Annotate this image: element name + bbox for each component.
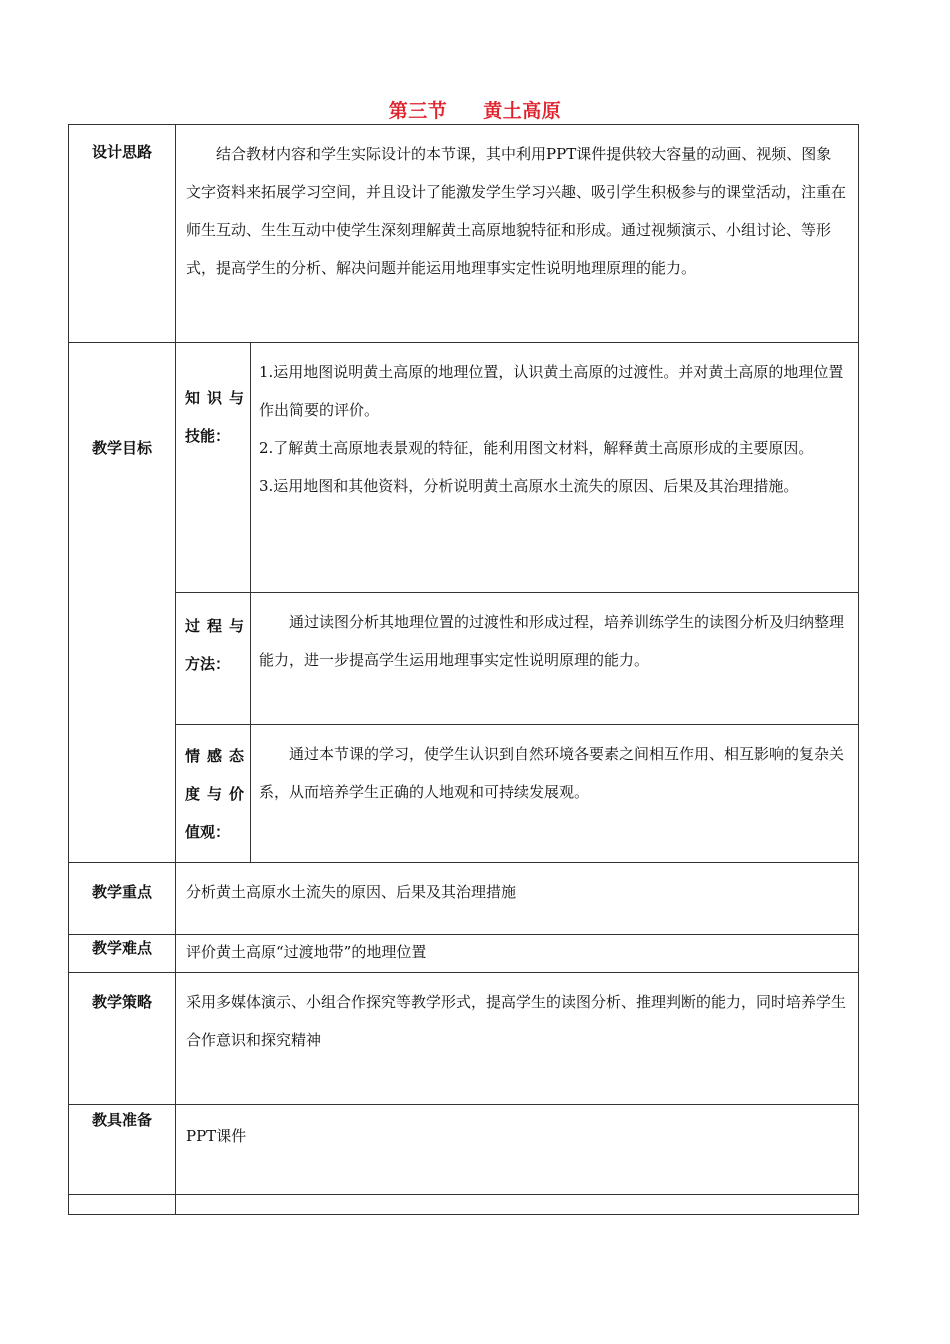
emotion-label-cell xyxy=(176,725,251,863)
tools-row xyxy=(69,1105,859,1195)
page-title xyxy=(0,96,950,123)
tools-cell xyxy=(176,1105,859,1195)
knowledge-item-2: 2.了解黄土高原地表景观的特征，能利用图文材料，解释黄土高原形成的主要原因。 xyxy=(259,439,814,457)
design-row xyxy=(69,125,859,343)
difficulty-cell xyxy=(176,935,859,973)
emotion-label: 情感态度与价值观： xyxy=(185,747,244,841)
lesson-plan-table xyxy=(68,124,859,1215)
knowledge-item-3: 3.运用地图和其他资料，分析说明黄土高原水土流失的原因、后果及其治理措施。 xyxy=(259,477,799,495)
knowledge-label-cell xyxy=(176,343,251,593)
goals-process-row xyxy=(69,593,859,725)
keypoint-text: 分析黄土高原水土流失的原因、后果及其治理措施 xyxy=(186,883,517,901)
goals-emotion-row xyxy=(69,725,859,863)
keypoint-row xyxy=(69,863,859,935)
emotion-text: 通过本节课的学习，使学生认识到自然环境各要素之间相互作用、相互影响的复杂关系，从而培养学生正确的人地观和可持续发展观。 xyxy=(259,745,845,801)
process-label: 过程与方法： xyxy=(185,617,244,673)
strategy-cell xyxy=(176,973,859,1105)
process-text: 通过读图分析其地理位置的过渡性和形成过程，培养训练学生的读图分析及归纳整理能力，进一步提高学生运用地理事实定性说明原理的能力。 xyxy=(259,613,845,669)
empty-cell-left xyxy=(69,1195,176,1215)
design-cell xyxy=(176,125,859,343)
strategy-label: 教学策略 xyxy=(69,973,176,1105)
knowledge-item-1: 1.运用地图说明黄土高原的地理位置，认识黄土高原的过渡性。并对黄土高原的地理位置作出简要的评价。 xyxy=(259,363,844,419)
section-number: 第三节 xyxy=(388,100,448,122)
keypoint-label: 教学重点 xyxy=(69,863,176,935)
tools-label: 教具准备 xyxy=(69,1105,176,1195)
emotion-cell xyxy=(251,725,859,863)
tools-text: PPT课件 xyxy=(186,1127,247,1145)
difficulty-text: 评价黄土高原“过渡地带”的地理位置 xyxy=(186,943,427,961)
design-label: 设计思路 xyxy=(69,125,176,343)
design-text: 结合教材内容和学生实际设计的本节课，其中利用PPT课件提供较大容量的动画、视频、图象文字资料来拓展学习空间，并且设计了能激发学生学习兴趣、吸引学生积极参与的课堂活动，注重在师生互动、生生互动中使学生深刻理解黄土高原地貌特征和形成。通过视频演示、小组讨论、等形式，提高学生的分析、解决问题并能运用地理事实定性说明地理原理的能力。 xyxy=(186,145,847,277)
strategy-row xyxy=(69,973,859,1105)
difficulty-label: 教学难点 xyxy=(69,935,176,973)
keypoint-cell xyxy=(176,863,859,935)
process-label-cell xyxy=(176,593,251,725)
empty-row xyxy=(69,1195,859,1215)
strategy-text: 采用多媒体演示、小组合作探究等教学形式，提高学生的读图分析、推理判断的能力，同时培养学生合作意识和探究精神 xyxy=(186,993,847,1049)
difficulty-row xyxy=(69,935,859,973)
empty-cell-right xyxy=(176,1195,859,1215)
knowledge-cell xyxy=(251,343,859,593)
knowledge-label: 知识与技能： xyxy=(185,389,244,445)
process-cell xyxy=(251,593,859,725)
section-name: 黄土高原 xyxy=(483,100,562,122)
goals-label: 教学目标 xyxy=(69,343,176,863)
goals-knowledge-row xyxy=(69,343,859,593)
